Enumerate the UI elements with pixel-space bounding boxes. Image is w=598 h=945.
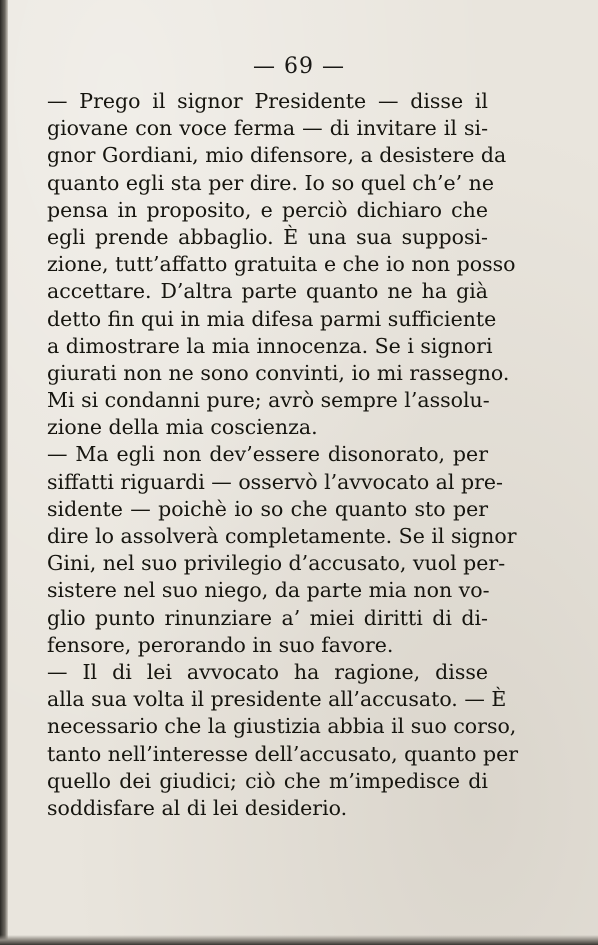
text-line: — Prego il signor Presidente — disse il <box>47 89 488 113</box>
text-line: accettare. D’altra parte quanto ne ha già <box>47 279 488 304</box>
text-line: sistere nel suo niego, da parte mia non vo- <box>47 578 490 603</box>
text-line: — Il di lei avvocato ha ragione, disse <box>47 659 488 684</box>
page-bottom-edge <box>0 935 598 945</box>
text-line: quanto egli sta per dire. Io so quel ch’e’ ne <box>47 170 495 195</box>
text-line: dire lo assolverà completamente. Se il signor <box>47 524 517 548</box>
text-line: necessario che la giustizia abbia il suo corso, <box>47 714 517 739</box>
text-line: siffatti riguardi — osservò l’avvocato al pre- <box>47 469 503 494</box>
body-text <box>47 88 518 822</box>
text-line: sidente — poichè io so che quanto sto per <box>47 496 488 521</box>
text-line: egli prende abbaglio. È una sua supposi- <box>47 224 488 249</box>
text-line: gnor Gordiani, mio difensore, a desistere da <box>47 143 507 168</box>
text-line: a dimostrare la mia innocenza. Se i signori <box>47 333 493 358</box>
text-line: Gini, nel suo privilegio d’accusato, vuol per- <box>47 551 506 576</box>
text-line: giurati non ne sono convinti, io mi rassegno. <box>47 360 510 385</box>
page-binding-shadow <box>0 0 8 945</box>
text-line: pensa in proposito, e perciò dichiaro che <box>47 197 488 222</box>
text-line: quello dei giudici; ciò che m’impedisce di <box>47 768 488 793</box>
page-number: — 69 — <box>253 54 345 79</box>
text-line: soddisfare al di lei desiderio. <box>47 795 348 820</box>
text-line: Mi si condanni pure; avrò sempre l’assolu- <box>47 388 490 413</box>
text-line: giovane con voce ferma — di invitare il si- <box>47 116 488 141</box>
text-line: detto fin qui in mia difesa parmi sufficiente <box>47 306 497 331</box>
text-line: zione della mia coscienza. <box>47 415 318 440</box>
text-line: — Ma egli non dev’essere disonorato, per <box>47 442 488 467</box>
text-line: zione, tutt’affatto gratuita e che io non posso <box>47 252 516 277</box>
text-line: alla sua volta il presidente all’accusato. — È <box>47 687 507 712</box>
text-line: fensore, perorando in suo favore. <box>47 632 394 657</box>
text-line: glio punto rinunziare a’ miei diritti di di- <box>47 605 488 630</box>
text-line: tanto nell’interesse dell’accusato, quanto per <box>47 741 518 766</box>
